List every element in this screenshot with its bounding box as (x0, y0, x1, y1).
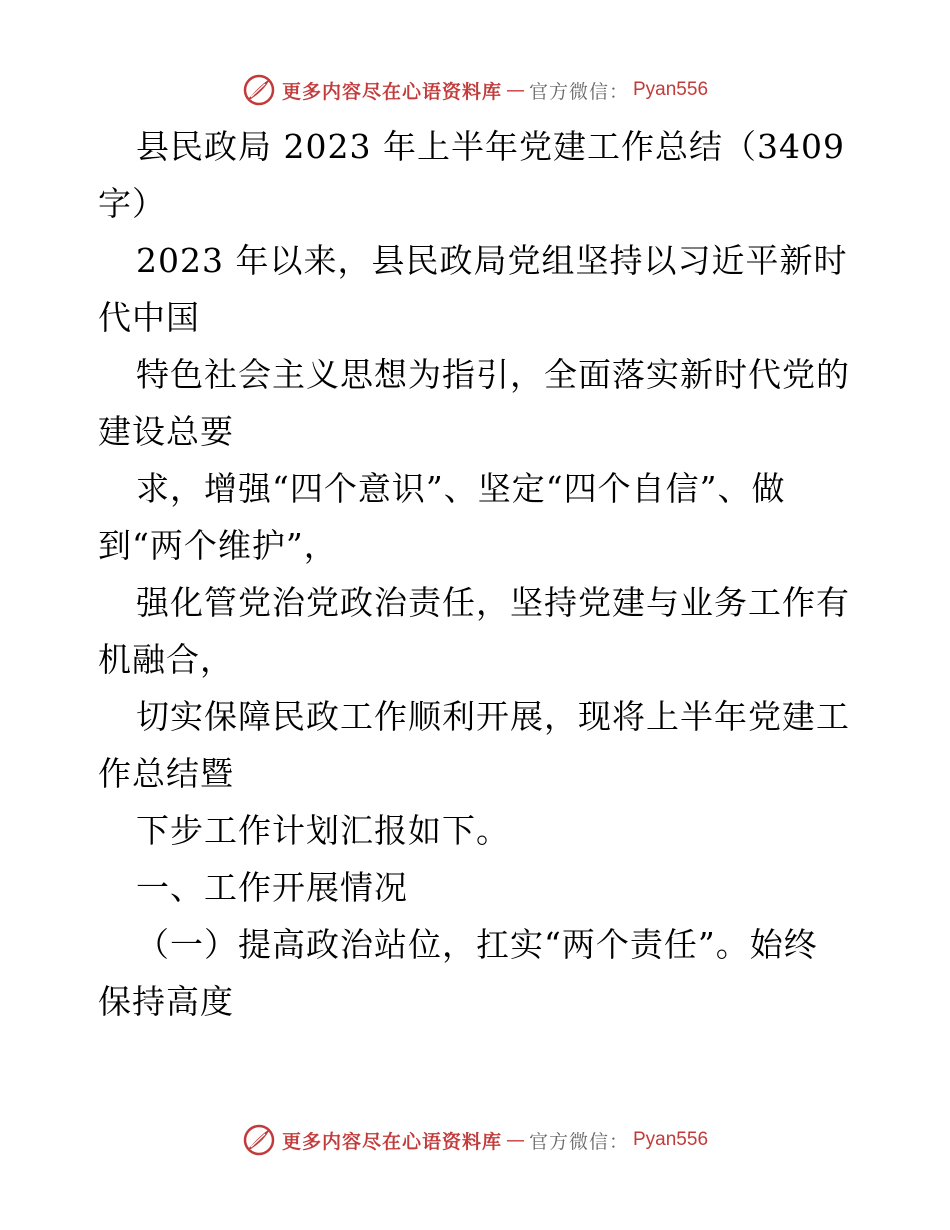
paragraph-line: 2023 年以来，县民政局党组坚持以习近平新时 (136, 241, 848, 280)
paragraph-line: 建设总要 (98, 412, 234, 451)
doc-title-line-1: 县民政局 2023 年上半年党建工作总结（3409 (136, 127, 845, 166)
subsection-heading-line: （一）提高政治站位，扛实“两个责任”。始终 (136, 925, 818, 964)
paragraph-line: 求，增强“四个意识”、坚定“四个自信”、做 (136, 469, 786, 508)
banner-official-label: 官方微信： (528, 1130, 629, 1153)
doc-title-line-2: 字） (98, 184, 166, 223)
footer-banner (0, 1120, 950, 1160)
banner-dash: — (505, 1129, 525, 1151)
banner-text: 更多内容尽在心语资料库 (281, 80, 502, 103)
paragraph-line: 强化管党治党政治责任，坚持党建与业务工作有 (136, 583, 850, 622)
feather-pen-icon (242, 73, 276, 107)
banner-wechat-id: Pyan556 (633, 79, 709, 100)
paragraph-line: 切实保障民政工作顺利开展，现将上半年党建工 (136, 697, 850, 736)
paragraph-line: 机融合， (98, 640, 234, 679)
paragraph-line: 特色社会主义思想为指引，全面落实新时代党的 (136, 355, 850, 394)
feather-pen-icon (242, 1123, 276, 1157)
paragraph-line: 保持高度 (98, 982, 234, 1021)
paragraph-line: 代中国 (98, 298, 200, 337)
banner-wechat-id: Pyan556 (633, 1129, 709, 1150)
banner-text: 更多内容尽在心语资料库 (281, 1130, 502, 1153)
paragraph-line: 作总结暨 (98, 754, 234, 793)
banner-dash: — (505, 79, 525, 101)
paragraph-line: 下步工作计划汇报如下。 (136, 811, 510, 850)
document-body (98, 118, 858, 1030)
header-banner (0, 70, 950, 110)
banner-official-label: 官方微信： (528, 80, 629, 103)
section-heading: 一、工作开展情况 (136, 868, 408, 907)
paragraph-line: 到“两个维护”， (98, 526, 338, 565)
